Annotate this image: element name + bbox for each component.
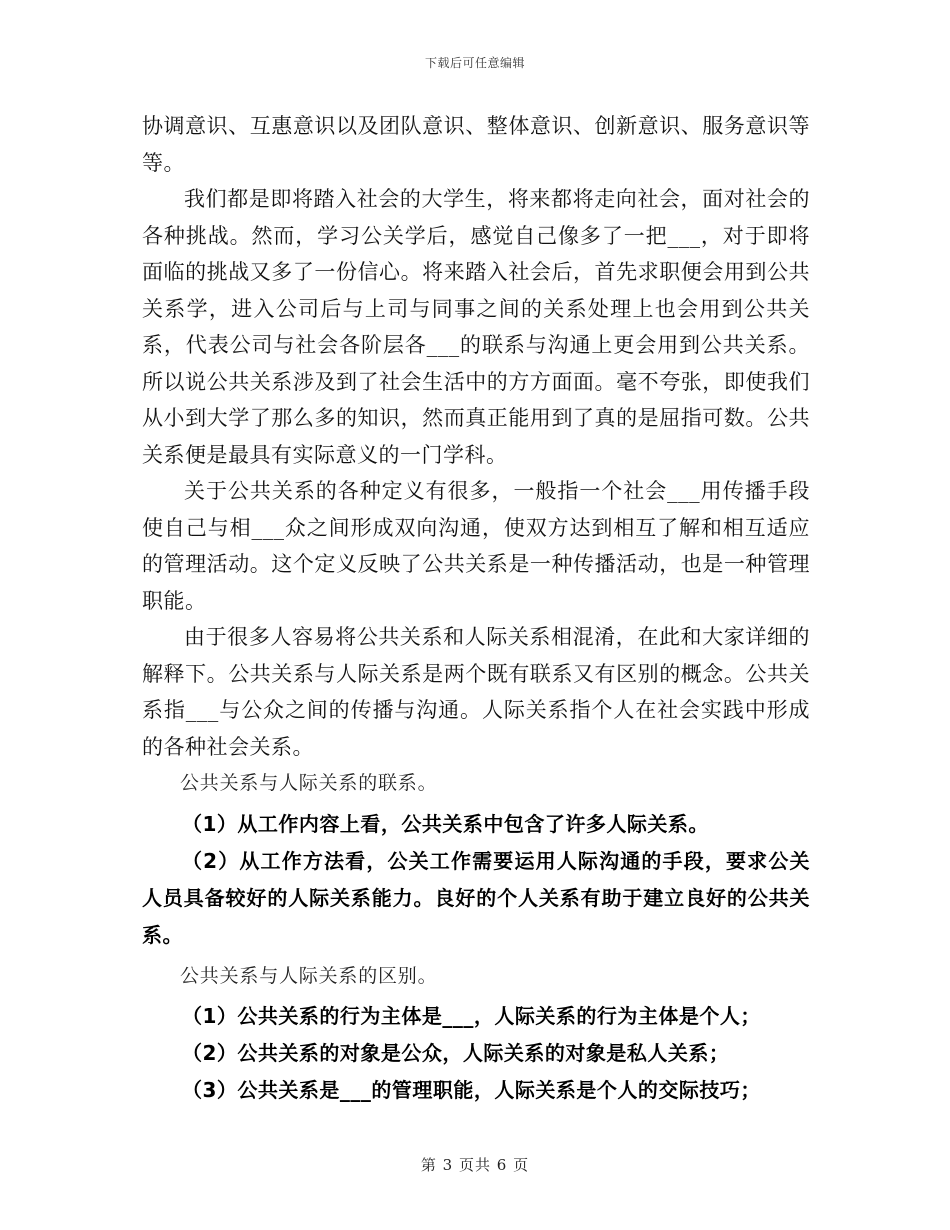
page-body xyxy=(142,108,810,1109)
difference-item-3: （3）公共关系是___的管理职能，人际关系是个人的交际技巧； xyxy=(182,1078,761,1102)
paragraph-distinction: 由于很多人容易将公共关系和人际关系相混淆，在此和大家详细的解释下。公共关系与人际关系是两个既有联系又有区别的概念。公共关系指___与公众之间的传播与沟通。人际关系指个人在社会实践中形成的各种社会关系。 xyxy=(142,625,810,759)
connection-item-2: （2）从工作方法看，公关工作需要运用人际沟通的手段，要求公关人员具备较好的人际关系能力。良好的个人关系有助于建立良好的公共关系。 xyxy=(142,848,810,947)
page-footer: 第 3 页共 6 页 xyxy=(420,1156,530,1174)
paragraph-definition: 关于公共关系的各种定义有很多，一般指一个社会___用传播手段使自己与相___众之间形成双向沟通，使双方达到相互了解和相互适应的管理活动。这个定义反映了公共关系是一种传播活动，也是一种管理职能。 xyxy=(142,479,810,613)
paragraph-intro: 我们都是即将踏入社会的大学生，将来都将走向社会，面对社会的各种挑战。然而，学习公关学后，感觉自己像多了一把___，对于即将面临的挑战又多了一份信心。将来踏入社会后，首先求职便会用到公共关系学，进入公司后与上司与同事之间的关系处理上也会用到公共关系，代表公司与社会各阶层各___的联系与沟通上更会用到公共关系。所以说公共关系涉及到了社会生活中的方方面面。毫不夸张，即使我们从小到大学了那么多的知识，然而真正能用到了真的是屈指可数。公共关系便是最具有实际意义的一门学科。 xyxy=(142,187,810,467)
difference-item-1: （1）公共关系的行为主体是___，人际关系的行为主体是个人； xyxy=(182,1004,761,1028)
section-heading-difference: 公共关系与人际关系的区别。 xyxy=(180,964,438,987)
connection-item-1: （1）从工作内容上看，公共关系中包含了许多人际关系。 xyxy=(182,811,709,836)
difference-item-2: （2）公共关系的对象是公众，人际关系的对象是私人关系； xyxy=(182,1041,730,1065)
paragraph-continuation: 协调意识、互惠意识以及团队意识、整体意识、创新意识、服务意识等等。 xyxy=(142,114,810,175)
section-heading-connection: 公共关系与人际关系的联系。 xyxy=(180,772,438,794)
page-header: 下载后可任意编辑 xyxy=(424,56,525,70)
